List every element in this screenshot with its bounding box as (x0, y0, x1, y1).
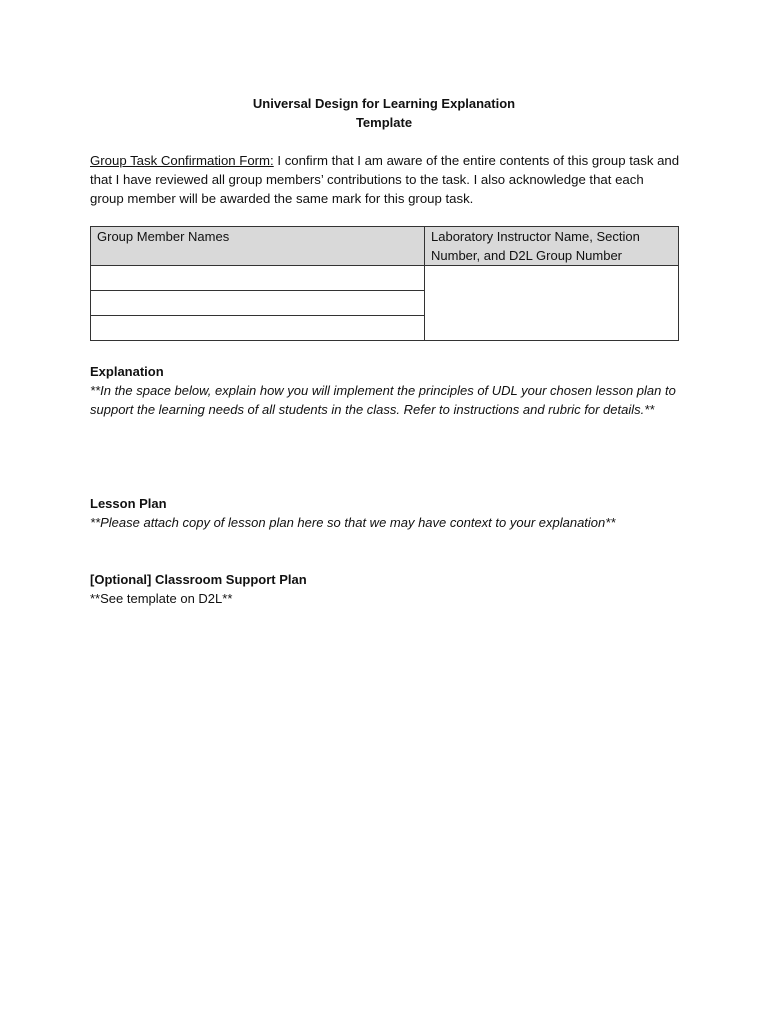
header-group-member-names: Group Member Names (91, 227, 425, 266)
document-title (0, 94, 768, 132)
member-name-cell-2[interactable] (91, 291, 425, 316)
title-line-1: Universal Design for Learning Explanation (252, 96, 516, 111)
table-header-row (91, 227, 679, 266)
confirmation-lead: Group Task Confirmation Form: (90, 153, 274, 168)
group-members-table (90, 226, 679, 341)
lesson-plan-heading: Lesson Plan (90, 496, 167, 511)
confirmation-paragraph (90, 151, 680, 208)
table-row (91, 266, 679, 291)
lesson-plan-body[interactable]: **Please attach copy of lesson plan here so that we may have context to your explanation** (90, 515, 616, 530)
instructor-info-cell[interactable] (425, 266, 679, 341)
confirmation-text: I confirm that I am aware of the entire contents of this group task and that I have reviewed all group members’ contributions to the task. I also acknowledge that each group member will be awarded the same mark for this group task. (90, 153, 680, 206)
member-name-cell-3[interactable] (91, 316, 425, 341)
classroom-support-body[interactable]: **See template on D2L** (90, 591, 233, 606)
explanation-heading: Explanation (90, 364, 164, 379)
classroom-support-heading: [Optional] Classroom Support Plan (90, 572, 307, 587)
member-name-cell-1[interactable] (91, 266, 425, 291)
title-line-2: Template (355, 115, 413, 130)
header-instructor-info: Laboratory Instructor Name, Section Number, and D2L Group Number (425, 227, 679, 266)
explanation-body[interactable]: **In the space below, explain how you will implement the principles of UDL your chosen lesson plan to support the learning needs of all students in the class. Refer to instructions and rubric for details.** (90, 383, 676, 417)
